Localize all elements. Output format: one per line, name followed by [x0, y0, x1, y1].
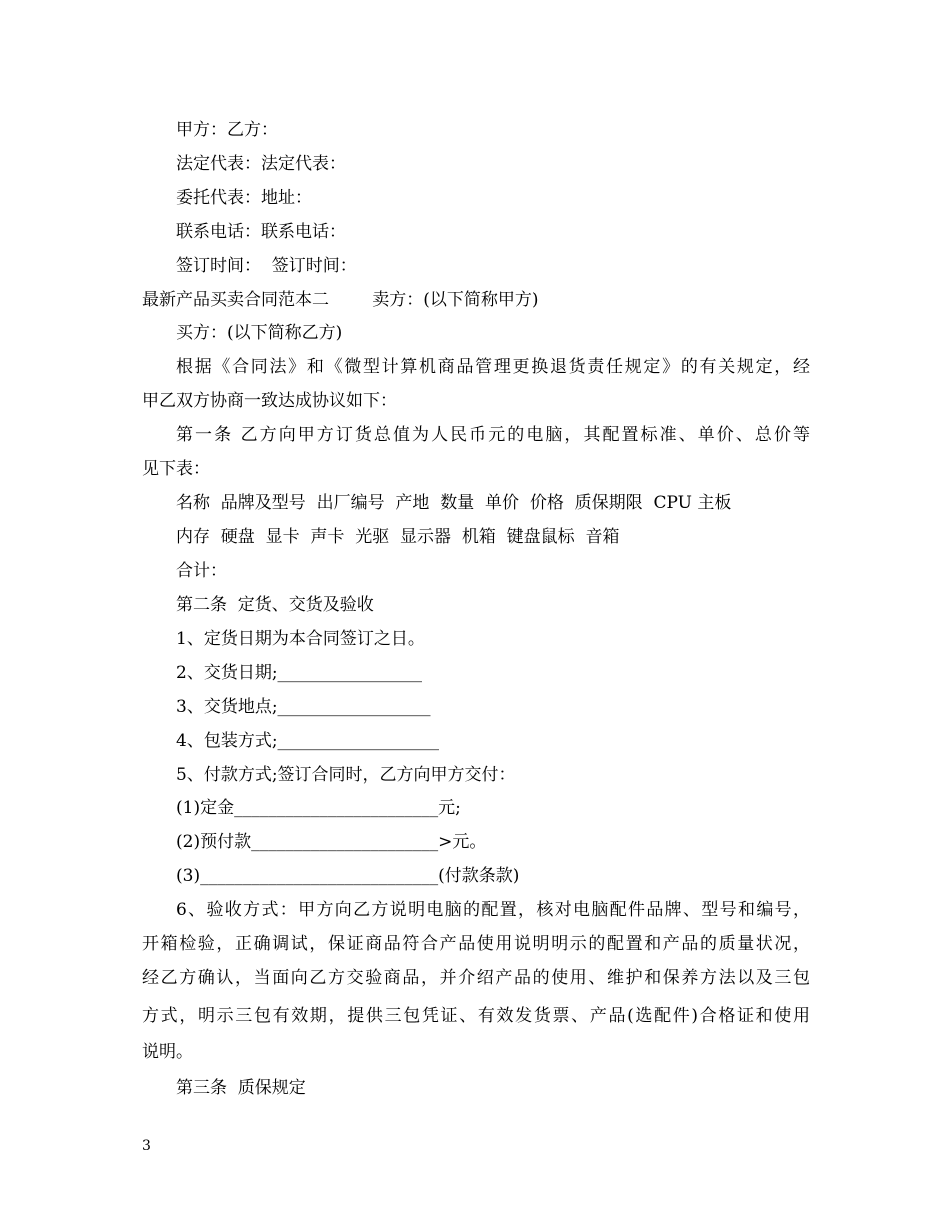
payment-line: 5、付款方式;签订合同时，乙方向甲方交付：: [176, 765, 516, 785]
packaging-line: 4、包装方式;___________________: [176, 731, 440, 751]
preamble-line-2: 甲乙双方协商一致达成协议如下：: [142, 391, 397, 411]
contract-title-line: 最新产品买卖合同范本二 卖方：(以下简称甲方): [142, 290, 539, 310]
inspection-line-2: 开箱检验，正确调试，保证商品符合产品使用说明明示的配置和产品的质量状况，: [142, 934, 810, 954]
page-number: 3: [142, 1138, 151, 1154]
legal-rep-line: 法定代表：法定代表：: [176, 154, 346, 174]
buyer-line: 买方：(以下简称乙方): [176, 323, 343, 343]
inspection-line-5: 说明。: [142, 1042, 193, 1062]
inspection-line-1: 6、验收方式：甲方向乙方说明电脑的配置，核对电脑配件品牌、型号和编号，: [176, 900, 810, 920]
delivery-place-line: 3、交货地点;__________________: [176, 697, 431, 717]
prepayment-line: (2)预付款______________________>元。: [176, 832, 487, 852]
article-3-heading: 第三条 质保规定: [176, 1078, 306, 1098]
table-header-line-2: 内存 硬盘 显卡 声卡 光驱 显示器 机箱 键盘鼠标 音箱: [176, 527, 620, 547]
delivery-date-line: 2、交货日期;_________________: [176, 663, 423, 683]
inspection-line-4: 方式，明示三包有效期，提供三包凭证、有效发货票、产品(选配件)合格证和使用: [142, 1006, 810, 1026]
phone-line: 联系电话：联系电话：: [176, 222, 346, 242]
article-1-line-2: 见下表：: [142, 459, 210, 479]
order-date-line: 1、定货日期为本合同签订之日。: [176, 629, 425, 649]
payment-terms-line: (3)____________________________(付款条款): [176, 866, 520, 886]
party-line: 甲方：乙方：: [176, 120, 278, 140]
deposit-line: (1)定金________________________元;: [176, 798, 461, 818]
inspection-line-3: 经乙方确认，当面向乙方交验商品，并介绍产品的使用、维护和保养方法以及三包: [142, 968, 810, 988]
preamble-line-1: 根据《合同法》和《微型计算机商品管理更换退货责任规定》的有关规定，经: [176, 357, 810, 377]
table-header-line-1: 名称 品牌及型号 出厂编号 产地 数量 单价 价格 质保期限 CPU 主板: [176, 493, 732, 513]
article-2-heading: 第二条 定货、交货及验收: [176, 595, 374, 615]
agent-line: 委托代表：地址：: [176, 188, 312, 208]
article-1-line-1: 第一条 乙方向甲方订货总值为人民币元的电脑，其配置标准、单价、总价等: [176, 425, 810, 445]
total-line: 合计：: [176, 561, 227, 581]
sign-time-line: 签订时间： 签订时间：: [176, 256, 357, 276]
